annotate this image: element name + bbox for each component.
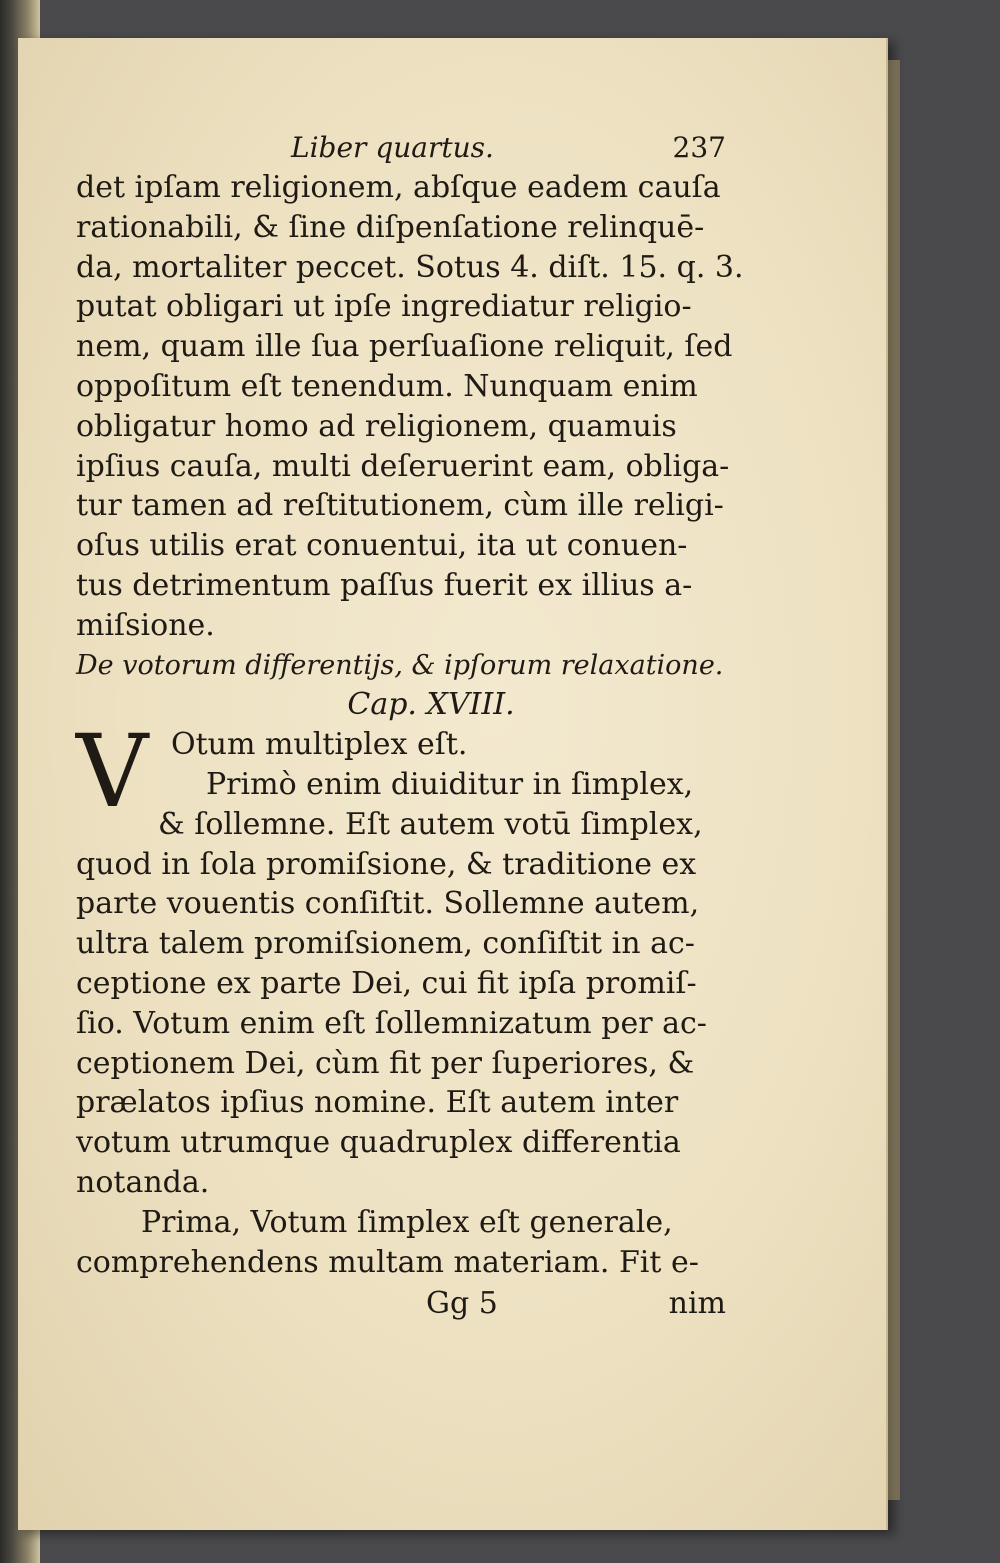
- paragraph-body: [76, 845, 726, 1203]
- text-line: votum utrumque quadruplex differentia: [76, 1125, 681, 1161]
- text-line: ipſius cauſa, multi deſeruerint eam, obliga-: [76, 448, 730, 484]
- text-line: Prima, Votum ſimplex eſt generale,: [141, 1204, 673, 1240]
- drop-capital: V: [76, 713, 149, 831]
- text-line: ceptione ex parte Dei, cui fit ipſa promiſ-: [76, 965, 697, 1001]
- paragraph-previous: [76, 168, 744, 646]
- running-title: Liber quartus.: [291, 131, 494, 164]
- text-line: ſio. Votum enim eſt ſollemnizatum per ac-: [76, 1005, 707, 1041]
- chapter-number: Cap. XVIII.: [347, 687, 515, 723]
- page-text: [76, 128, 744, 1324]
- text-line: putat obligari ut ipſe ingrediatur religio-: [76, 289, 692, 325]
- section-heading: De votorum differentijs, & ipſorum relaxatione.: [76, 649, 724, 681]
- text-line: nem, quam ille ſua perſuaſione reliquit, ſed: [76, 329, 733, 365]
- text-line: ultra talem promiſsionem, conſiſtit in ac-: [76, 926, 695, 962]
- page-number: 237: [672, 131, 726, 164]
- text-line: comprehendens multam materiam. Fit e-: [76, 1244, 699, 1280]
- text-line: & ſollemne. Eſt autem votū ſimplex,: [158, 806, 703, 842]
- catchword: nim: [668, 1286, 726, 1322]
- text-line: Otum multiplex eſt.: [171, 727, 468, 763]
- text-line: oſus utilis erat conuentui, ita ut conuen-: [76, 528, 688, 564]
- running-header: [76, 128, 726, 168]
- text-line: tus detrimentum paſſus fuerit ex illius a-: [76, 567, 693, 603]
- text-line: Primò enim diuiditur in ſimplex,: [206, 766, 694, 802]
- page-footer: [76, 1284, 726, 1324]
- text-line: det ipſam religionem, abſque eadem cauſa: [76, 170, 721, 205]
- text-line: prælatos ipſius nomine. Eſt autem inter: [76, 1085, 679, 1121]
- text-line: oppoſitum eſt tenendum. Nunquam enim: [76, 368, 698, 404]
- text-line: miſsione.: [76, 607, 215, 643]
- paragraph-prima: [76, 1203, 726, 1283]
- text-line: da, mortaliter peccet. Sotus 4. diſt. 15. q. 3.: [76, 249, 744, 285]
- page-edge: [886, 60, 900, 1500]
- text-line: tur tamen ad reſtitutionem, cùm ille religi-: [76, 488, 724, 524]
- text-line: obligatur homo ad religionem, quamuis: [76, 408, 677, 444]
- text-line: ceptionem Dei, cùm fit per ſuperiores, &: [76, 1045, 695, 1081]
- signature-mark: Gg 5: [426, 1286, 498, 1322]
- chapter-opening: [76, 713, 726, 844]
- text-line: parte vouentis conſiſtit. Sollemne autem,: [76, 886, 700, 922]
- text-line: quod in ſola promiſsione, & traditione ex: [76, 846, 697, 882]
- text-line: notanda.: [76, 1164, 210, 1200]
- text-line: rationabili, & ſine diſpenſatione relinquē-: [76, 209, 705, 245]
